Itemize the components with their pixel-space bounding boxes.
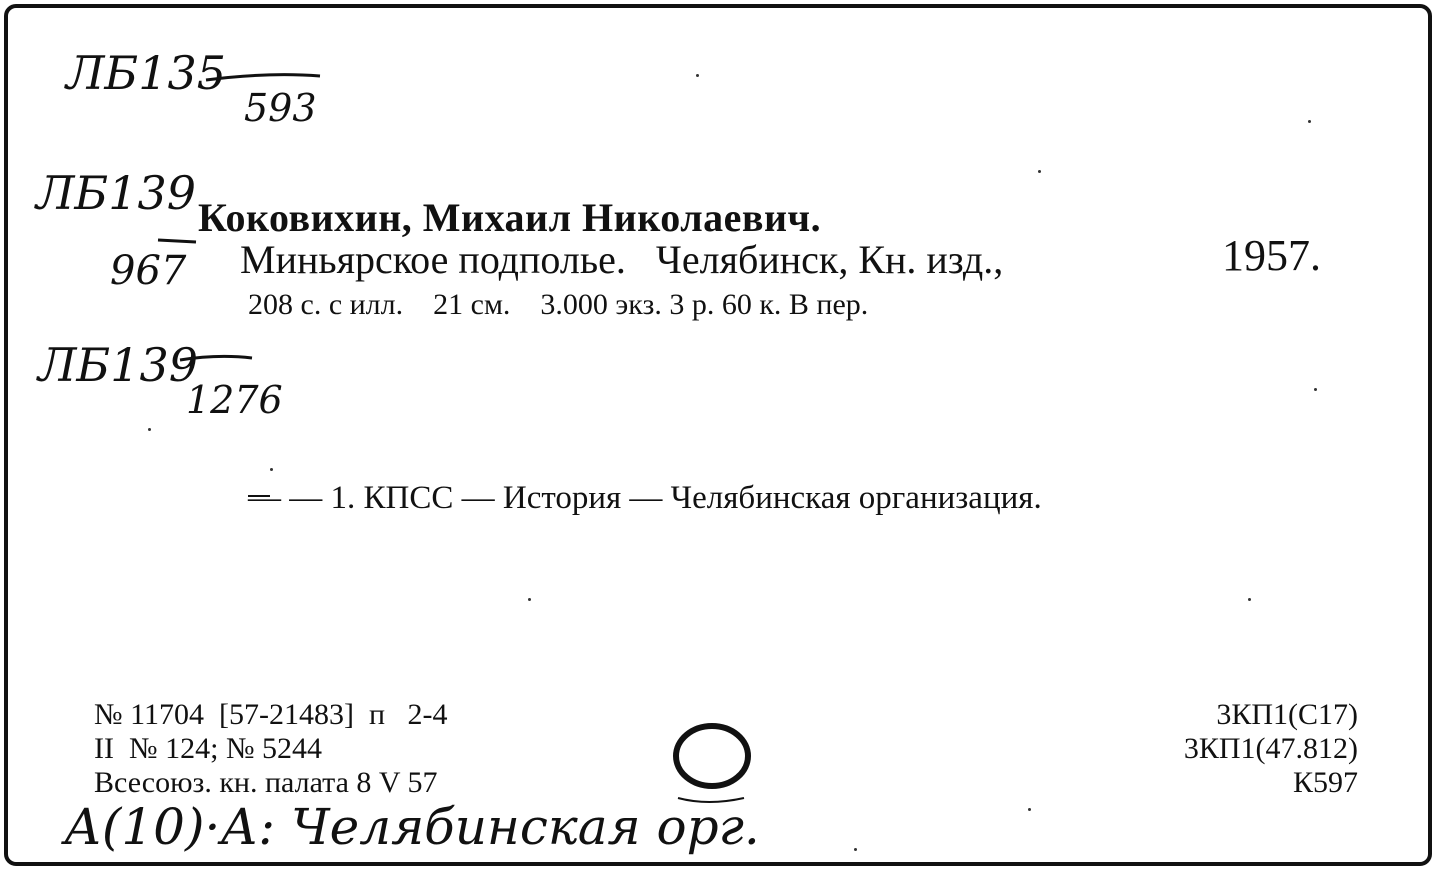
- handwriting-strokes: [8, 8, 1432, 866]
- chamber-date-line: Всесоюз. кн. палата 8 V 57: [94, 766, 438, 799]
- shelf-mark-2-number: 967: [110, 248, 187, 294]
- order-number-line: II № 124; № 5244: [94, 732, 323, 765]
- speck: [1248, 598, 1251, 601]
- publication-year: 1957.: [1222, 231, 1321, 280]
- shelf-mark-1-code: ЛБ135: [66, 46, 226, 100]
- classification-code-1: 3КП1(С17): [1216, 698, 1358, 731]
- speck: [1308, 120, 1311, 123]
- speck: [148, 428, 151, 431]
- speck: [270, 468, 273, 471]
- registration-number-line: № 11704 [57-21483] п 2-4: [94, 698, 448, 731]
- shelf-mark-3-number: 1276: [186, 378, 283, 422]
- catalog-card: [4, 4, 1432, 866]
- speck: [1028, 808, 1031, 811]
- title-imprint-line: Миньярское подполье. Челябинск, Кн. изд.,: [240, 237, 1004, 282]
- classification-code-2: 3КП1(47.812): [1183, 732, 1358, 765]
- speck: [854, 848, 857, 851]
- collation-line: 208 с. с илл. 21 см. 3.000 экз. 3 р. 60 к. В пер.: [248, 288, 869, 321]
- drawn-circle: [676, 726, 748, 786]
- author-heading: Коковихин, Михаил Николаевич.: [198, 195, 822, 240]
- shelf-mark-3-code: ЛБ139: [38, 338, 198, 392]
- subject-heading: — — 1. КПСС — История — Челябинская организация.: [248, 480, 1042, 516]
- speck: [1314, 388, 1317, 391]
- author-mark: К597: [1292, 766, 1358, 799]
- speck: [1038, 170, 1041, 173]
- shelf-mark-2-code: ЛБ139: [36, 166, 196, 220]
- shelf-mark-1-number: 593: [244, 86, 317, 130]
- handwritten-subject-note: А(10)·А: Челябинская орг.: [64, 798, 760, 856]
- speck: [696, 74, 699, 77]
- speck: [528, 598, 531, 601]
